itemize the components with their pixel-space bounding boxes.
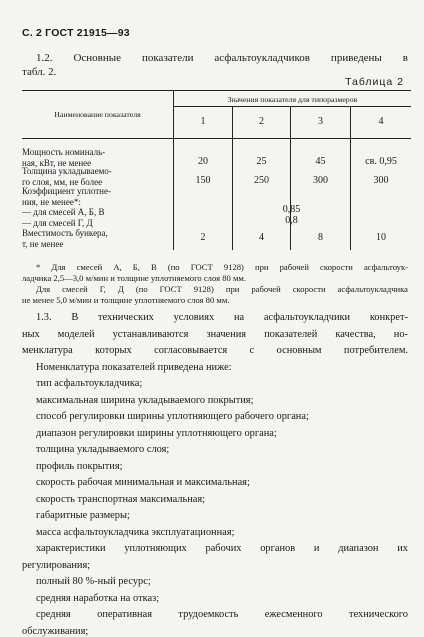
list-item: диапазон регулировки ширины уплотняющего органа; (36, 427, 277, 439)
col-number-4: 4 (378, 116, 384, 127)
list-item: средняя оперативная трудоемкость ежесменного технического (36, 609, 408, 621)
footnote-line: ладчика 2,5—3,0 м/мин и толщине уплотняемого слоя 80 мм. (22, 273, 246, 283)
table-cell: 45 (315, 156, 326, 167)
body-line: 1.3. В технических условиях на асфальтоукладчики конкрет- (36, 312, 408, 323)
table-cell: 150 (195, 175, 211, 186)
list-item: максимальная ширина укладываемого покрытия; (36, 394, 254, 406)
list-item: профиль покрытия; (36, 460, 123, 472)
list-item: габаритные размеры; (36, 510, 130, 522)
table-cell: 10 (376, 232, 386, 243)
footnote-line: * Для смесей А, Б, В (по ГОСТ 9128) при рабочей скорости асфальтоук- (36, 262, 408, 272)
list-item: скорость рабочая минимальная и максимальная; (36, 477, 250, 489)
list-item: характеристики уплотняющих рабочих органов и диапазон их (36, 543, 408, 555)
row-compaction-label: Коэффициент уплотне- ния, не менее*: — для смесей А, Б, В — для смесей Г, Д (22, 186, 111, 228)
footnote-line: Для смесей Г, Д (по ГОСТ 9128) при рабочей скорости асфальтоукладчика (36, 284, 408, 294)
table-cell: св. 0,95 (365, 156, 397, 167)
list-item: способ регулировки ширины уплотняющего рабочего органа; (36, 411, 309, 423)
list-item: обслуживания; (22, 626, 89, 637)
table-cell: 4 (259, 232, 264, 243)
intro-line-2: табл. 2. (22, 66, 57, 78)
body-line: менклатура которых согласовывается с основным потребителем. (22, 345, 408, 357)
page-header: С. 2 ГОСТ 21915—93 (22, 27, 130, 39)
list-item: масса асфальтоукладчика эксплуатационная; (36, 526, 235, 538)
row-hopper-label: Вместимость бункера, т, не менее (22, 228, 108, 249)
row-power-label: Мощность номиналь- ная, кВт, не менее (22, 147, 106, 168)
list-item: тип асфальтоукладчика; (36, 378, 143, 390)
table-cell: 300 (313, 175, 328, 186)
footnote-line: не менее 5,0 м/мин и толщине уплотняемого слоя 80 мм. (22, 295, 230, 305)
table-cell: 8 (318, 232, 323, 243)
intro-line-1: 1.2. Основные показатели асфальтоукладчиков приведены в (36, 52, 408, 64)
table-cell: 0,8 (285, 215, 298, 226)
list-item: толщина укладываемого слоя; (36, 444, 170, 456)
table-caption: Таблица 2 (345, 76, 404, 88)
table-cell: 2 (200, 232, 206, 243)
row-thickness-label: Толщина укладываемо- го слоя, мм, не более (22, 166, 112, 187)
table-cell: 300 (373, 175, 389, 186)
table-cell: 250 (254, 175, 269, 186)
list-item: скорость транспортная максимальная; (36, 493, 206, 505)
table-cell: 20 (198, 156, 208, 167)
col-number-1: 1 (200, 116, 206, 127)
col-number-2: 2 (259, 116, 264, 127)
body-line: Номенклатура показателей приведена ниже: (36, 361, 232, 373)
list-item: полный 80 %-ный ресурс; (36, 576, 151, 588)
list-item: средняя наработка на отказ; (36, 592, 160, 604)
table-cell: 25 (256, 156, 267, 167)
body-line: ных моделей устанавливаются значения показателей качества, но- (22, 328, 408, 340)
col-number-3: 3 (318, 116, 323, 127)
col-group-header: Значения показателя для типоразмеров (227, 95, 358, 104)
col-header-indicator: Наименование показателя (54, 110, 141, 119)
table-cell: 0,85 (282, 204, 301, 215)
list-item: регулирования; (22, 559, 91, 571)
